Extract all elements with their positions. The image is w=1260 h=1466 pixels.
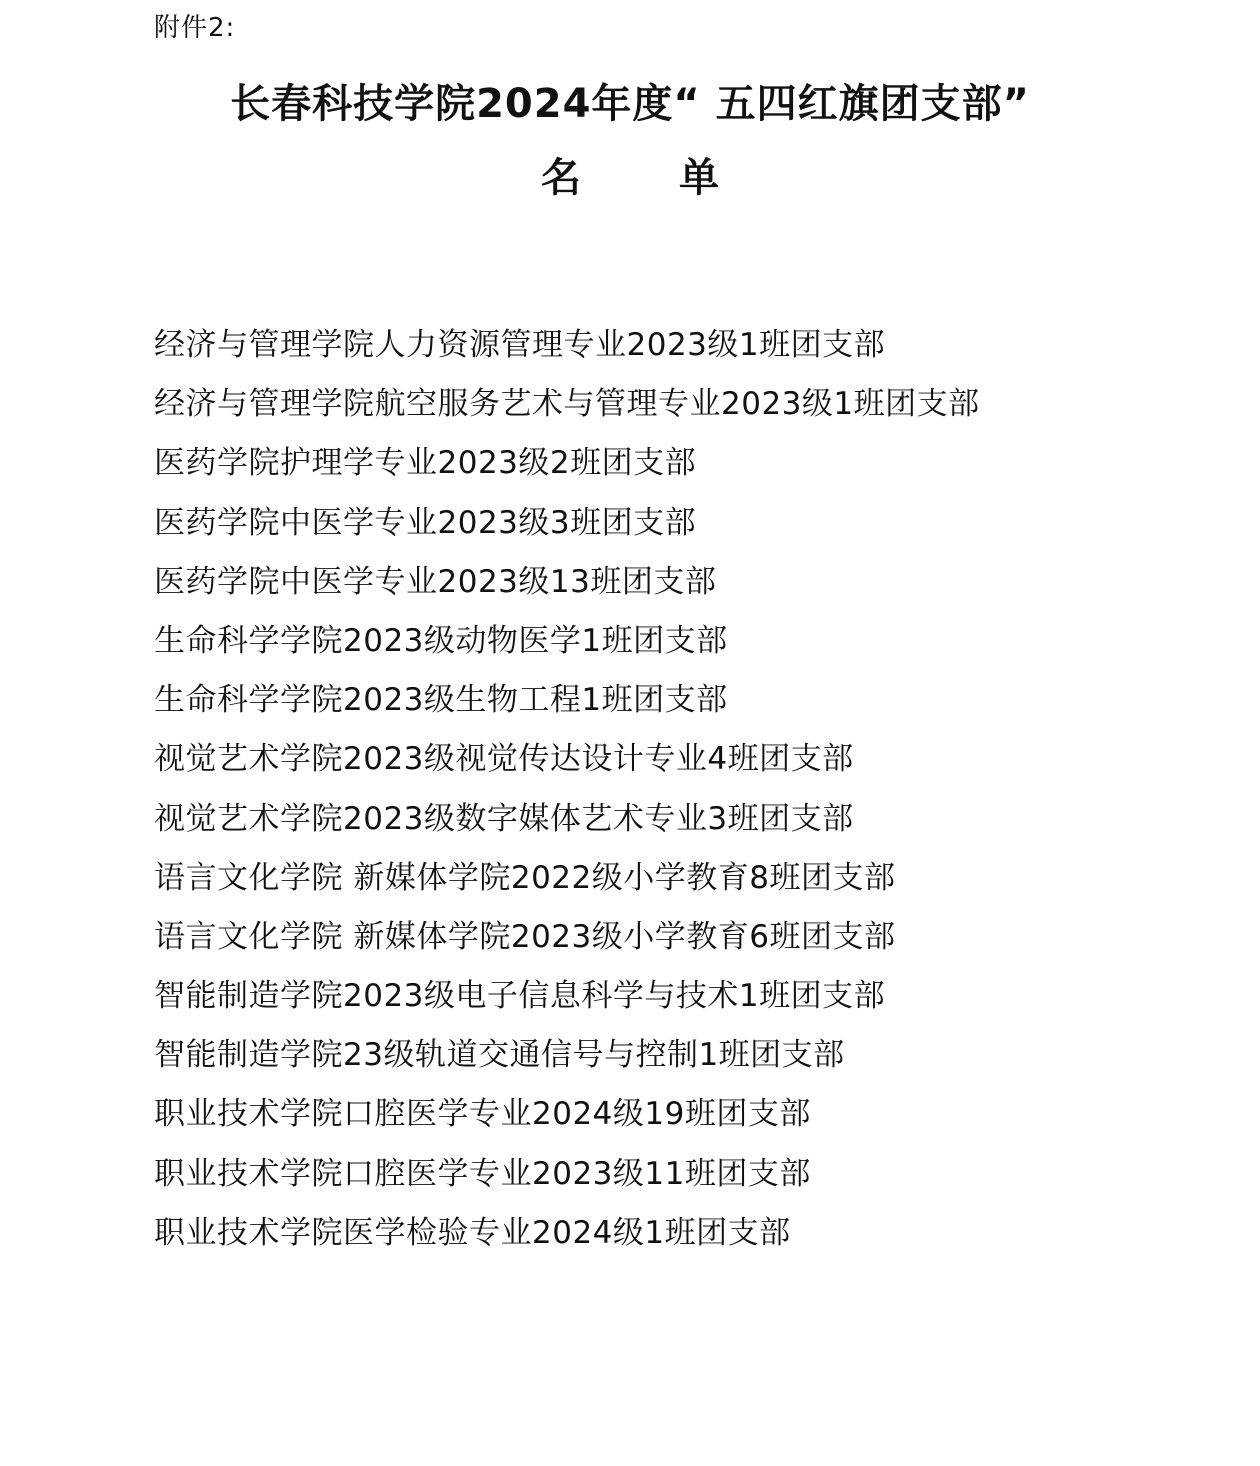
list-item: 医药学院护理学专业2023级2班团支部 [154,445,697,482]
list-item: 经济与管理学院人力资源管理专业2023级1班团支部 [154,327,886,363]
list-item: 医药学院中医学专业2023级13班团支部 [154,563,717,600]
list-item: 智能制造学院2023级电子信息科学与技术1班团支部 [154,978,886,1015]
list-item: 智能制造学院23级轨道交通信号与控制1班团支部 [154,1037,845,1074]
list-item: 生命科学学院2023级动物医学1班团支部 [154,622,728,659]
list-item: 职业技术学院医学检验专业2024级1班团支部 [154,1214,791,1251]
document-title: 长春科技学院2024年度“ 五四红旗团支部” [230,81,1030,127]
list-item: 语言文化学院 新媒体学院2022级小学教育8班团支部 [154,859,896,896]
document-subtitle: 名 单 [541,155,761,201]
list-item: 职业技术学院口腔医学专业2024级19班团支部 [154,1096,811,1133]
list-item: 经济与管理学院航空服务艺术与管理专业2023级1班团支部 [154,386,980,423]
list-item: 视觉艺术学院2023级数字媒体艺术专业3班团支部 [154,800,854,837]
list-item: 职业技术学院口腔医学专业2023级11班团支部 [154,1155,811,1192]
list-item: 医药学院中医学专业2023级3班团支部 [154,504,697,541]
list-item: 生命科学学院2023级生物工程1班团支部 [154,682,728,719]
branch-list [154,318,1204,1265]
list-item: 视觉艺术学院2023级视觉传达设计专业4班团支部 [154,741,854,778]
attachment-label: 附件2: [154,13,236,43]
list-item: 语言文化学院 新媒体学院2023级小学教育6班团支部 [154,918,896,955]
